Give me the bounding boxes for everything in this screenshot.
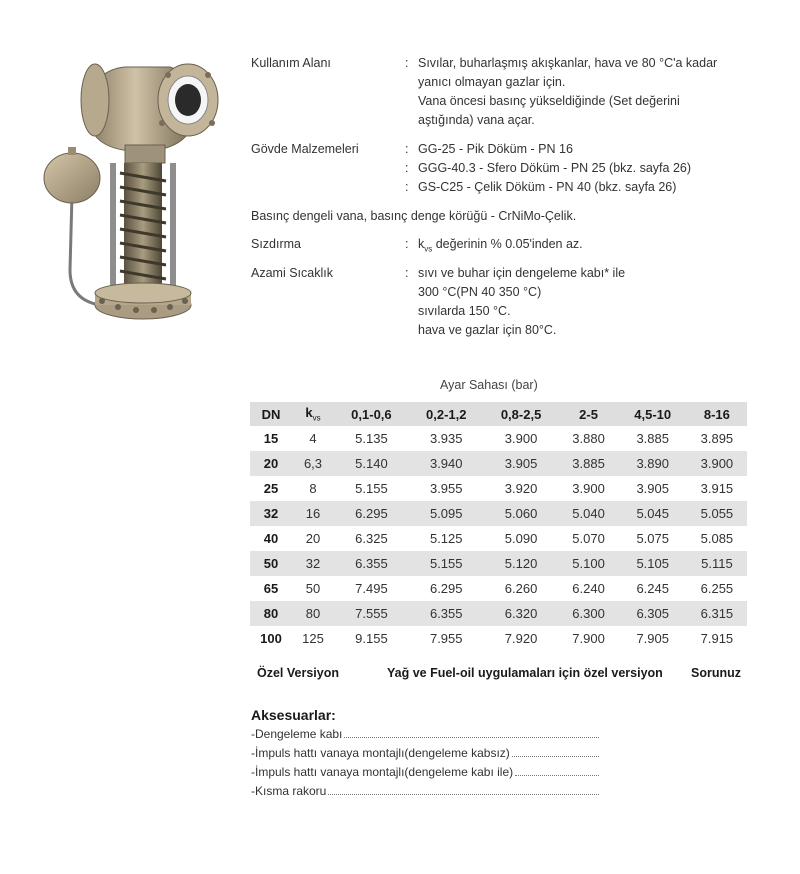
header-range: 0,8-2,5	[484, 402, 559, 426]
header-range: 4,5-10	[619, 402, 687, 426]
cell-price: 3.885	[558, 451, 618, 476]
accessory-label: -Kısma rakoru	[251, 784, 327, 798]
cell-dn: 50	[250, 551, 292, 576]
header-range: 0,2-1,2	[409, 402, 484, 426]
colon: :	[405, 237, 409, 251]
cell-price: 3.890	[619, 451, 687, 476]
colon: :	[405, 266, 409, 280]
cell-kvs: 125	[302, 631, 324, 646]
cell-price: 5.115	[687, 551, 747, 576]
special-version-text: Yağ ve Fuel-oil uygulamaları için özel versiyon	[387, 666, 663, 680]
cell-price: 3.935	[429, 431, 463, 446]
cell-price: 6.305	[619, 601, 687, 626]
dotted-leader	[344, 727, 599, 738]
cell-price: 5.125	[429, 531, 463, 546]
cell-price: 6.255	[700, 581, 734, 596]
spec-usage-line: Vana öncesi basınç yükseldiğinde (Set değerini	[418, 94, 680, 108]
cell-price: 5.085	[700, 531, 734, 546]
table-caption: Ayar Sahası (bar)	[440, 378, 538, 392]
cell-price: 7.920	[504, 631, 538, 646]
spec-body-material-label: Gövde Malzemeleri	[251, 142, 359, 156]
table-row	[250, 426, 747, 451]
header-range: 0,1-0,6	[334, 402, 409, 426]
cell-price: 7.495	[355, 581, 388, 596]
cell-price: 3.900	[504, 431, 538, 446]
cell-price: 5.045	[619, 501, 687, 526]
cell-price: 5.090	[504, 531, 538, 546]
accessory-item	[251, 746, 599, 764]
cell-price: 7.555	[334, 601, 409, 626]
dotted-leader	[512, 746, 599, 757]
dotted-leader	[515, 765, 599, 776]
cell-kvs: 8	[309, 481, 317, 496]
cell-price: 5.155	[409, 551, 484, 576]
header-dn: DN	[250, 402, 292, 426]
cell-price: 5.100	[558, 551, 618, 576]
spec-usage-line: yanıcı olmayan gazlar için.	[418, 75, 566, 89]
cell-price: 7.955	[429, 631, 463, 646]
cell-dn: 32	[250, 501, 292, 526]
cell-price: 3.920	[504, 481, 538, 496]
cell-price: 6.245	[636, 581, 669, 596]
cell-price: 6.260	[504, 581, 538, 596]
special-version-label: Özel Versiyon	[257, 666, 339, 680]
cell-price: 6.320	[484, 601, 559, 626]
table-row	[250, 526, 747, 551]
accessory-label: -İmpuls hattı vanaya montajlı(dengeleme kabsız)	[251, 746, 510, 760]
cell-price: 9.155	[355, 631, 388, 646]
table-row	[250, 451, 747, 476]
cell-price: 3.900	[687, 451, 747, 476]
cell-dn: 65	[263, 581, 279, 596]
cell-dn: 100	[260, 631, 282, 646]
accessory-label: -İmpuls hattı vanaya montajlı(dengeleme kabı ile)	[251, 765, 514, 779]
dotted-leader	[328, 784, 599, 795]
cell-price: 5.105	[619, 551, 687, 576]
spec-max-temp-label: Azami Sıcaklık	[251, 266, 333, 280]
cell-dn: 20	[250, 451, 292, 476]
cell-price: 5.060	[484, 501, 559, 526]
spec-leakage-label: Sızdırma	[251, 237, 302, 251]
header-kvs-subscript: vs	[312, 413, 321, 423]
cell-price: 3.885	[636, 431, 669, 446]
cell-kvs: 50	[305, 581, 321, 596]
table-row	[250, 601, 747, 626]
cell-kvs: 80	[292, 601, 334, 626]
spec-leakage-value	[418, 235, 583, 259]
accessory-item	[251, 727, 599, 745]
spec-material-line: GG-25 - Pik Döküm - PN 16	[418, 142, 573, 156]
cell-price: 3.940	[409, 451, 484, 476]
cell-price: 3.955	[429, 481, 463, 496]
leakage-text: değerinin % 0.05'inden az.	[432, 237, 583, 251]
table-row	[250, 626, 747, 651]
table-header-row	[250, 402, 747, 426]
cell-kvs: 20	[305, 531, 321, 546]
price-table	[250, 402, 747, 651]
cell-kvs: 16	[292, 501, 334, 526]
cell-price: 3.900	[572, 481, 605, 496]
cell-price: 5.040	[558, 501, 618, 526]
header-kvs	[292, 402, 334, 426]
spec-usage-line: aştığında) vana açar.	[418, 113, 535, 127]
cell-price: 3.880	[572, 431, 605, 446]
spec-usage-line: Sıvılar, buharlaşmış akışkanlar, hava ve 80 °C'a kadar	[418, 56, 718, 70]
cell-dn: 40	[263, 531, 279, 546]
cell-dn: 15	[263, 431, 279, 446]
cell-dn: 80	[250, 601, 292, 626]
cell-price: 3.915	[700, 481, 734, 496]
cell-kvs: 4	[309, 431, 317, 446]
colon: :	[405, 180, 409, 194]
spec-material-line: GS-C25 - Çelik Döküm - PN 40 (bkz. sayfa 26)	[418, 180, 677, 194]
spec-usage-label: Kullanım Alanı	[251, 56, 331, 70]
cell-price: 6.300	[558, 601, 618, 626]
cell-price: 5.070	[572, 531, 605, 546]
cell-kvs: 6,3	[292, 451, 334, 476]
table-row	[250, 576, 747, 601]
accessory-item	[251, 765, 599, 783]
cell-price: 5.155	[355, 481, 388, 496]
cell-price: 3.905	[484, 451, 559, 476]
cell-price: 6.295	[334, 501, 409, 526]
cell-price: 3.905	[636, 481, 669, 496]
cell-dn: 25	[263, 481, 279, 496]
spec-temp-line: 300 °C(PN 40 350 °C)	[418, 285, 542, 299]
cell-price: 5.120	[484, 551, 559, 576]
colon: :	[405, 142, 409, 156]
spec-material-line: GGG-40.3 - Sfero Döküm - PN 25 (bkz. sayfa 26)	[418, 161, 692, 175]
cell-price: 5.075	[636, 531, 669, 546]
cell-price: 6.295	[429, 581, 463, 596]
table-row	[250, 551, 747, 576]
accessory-label: -Dengeleme kabı	[251, 727, 343, 741]
header-range: 2-5	[558, 402, 618, 426]
colon: :	[405, 56, 409, 70]
header-kvs-symbol: k	[305, 405, 313, 421]
cell-kvs: 32	[292, 551, 334, 576]
colon: :	[405, 161, 409, 175]
kvs-subscript: vs	[424, 244, 433, 254]
cell-price: 5.140	[334, 451, 409, 476]
cell-price: 6.315	[687, 601, 747, 626]
table-row	[250, 501, 747, 526]
kvs-symbol: k	[418, 237, 425, 251]
cell-price: 6.355	[334, 551, 409, 576]
valve-product-image	[40, 55, 240, 330]
cell-price: 6.355	[409, 601, 484, 626]
spec-temp-line: sıvılarda 150 °C.	[418, 304, 511, 318]
spec-temp-line: sıvı ve buhar için dengeleme kabı* ile	[418, 266, 626, 280]
cell-price: 5.055	[687, 501, 747, 526]
cell-price: 6.240	[572, 581, 605, 596]
cell-price: 7.915	[700, 631, 734, 646]
spec-temp-line: hava ve gazlar için 80°C.	[418, 323, 557, 337]
special-version-price: Sorunuz	[691, 666, 741, 680]
spec-balanced-note: Basınç dengeli vana, basınç denge körüğü - CrNiMo-Çelik.	[251, 209, 577, 223]
cell-price: 7.905	[636, 631, 669, 646]
cell-price: 5.095	[409, 501, 484, 526]
table-row	[250, 476, 747, 501]
cell-price: 6.325	[355, 531, 388, 546]
cell-price: 7.900	[572, 631, 605, 646]
cell-price: 5.135	[355, 431, 388, 446]
accessories-title: Aksesuarlar:	[251, 707, 336, 723]
accessory-item	[251, 784, 599, 802]
cell-price: 3.895	[700, 431, 734, 446]
header-range: 8-16	[687, 402, 747, 426]
